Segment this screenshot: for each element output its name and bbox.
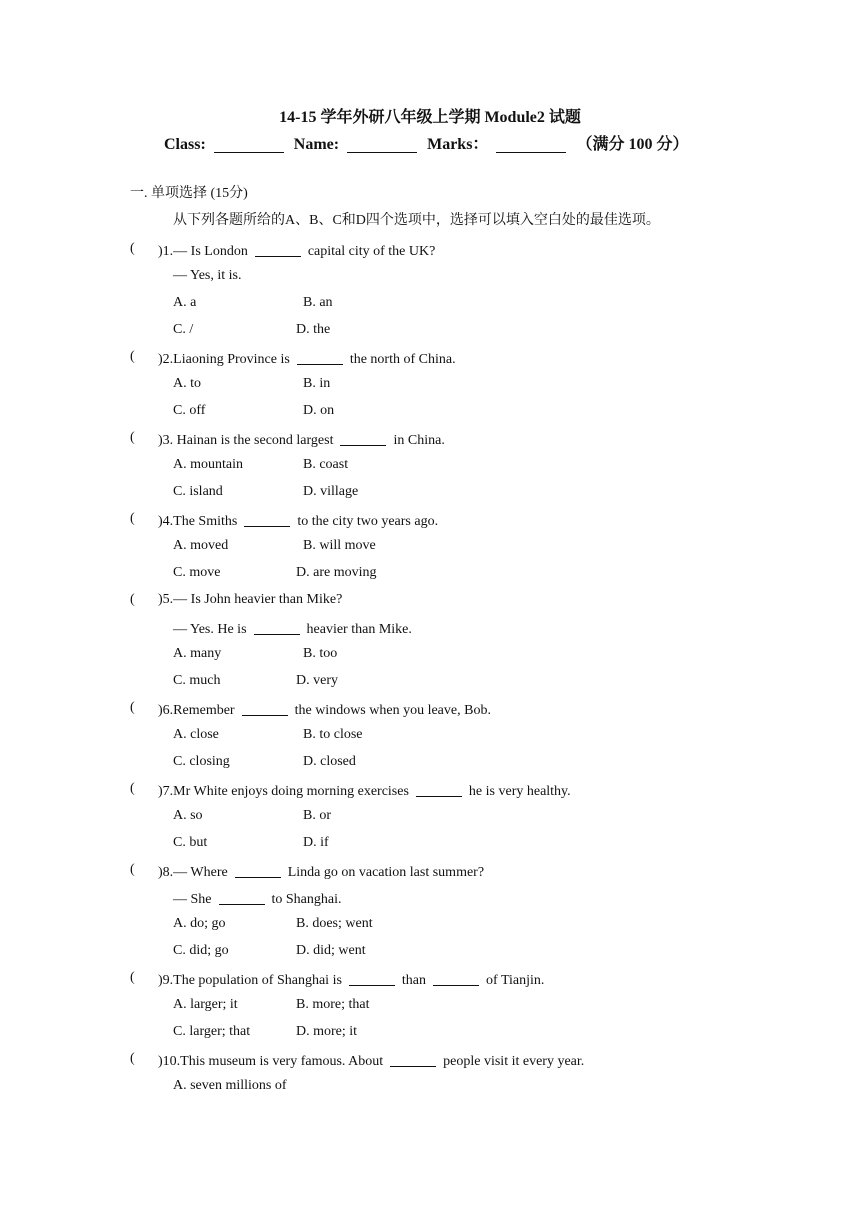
option-c: C. much: [173, 673, 221, 688]
question-text: [158, 701, 491, 718]
option-d: D. village: [303, 484, 359, 499]
question-text: [158, 782, 571, 799]
option-c: C. move: [173, 565, 221, 580]
student-info-line: [164, 137, 688, 153]
answer-blank: [349, 973, 395, 986]
question-stem: )4.The Smiths: [158, 514, 238, 529]
question-10: [130, 1052, 730, 1068]
option-b: B. will move: [303, 538, 376, 553]
dialogue-reply: [173, 620, 412, 637]
option-c: C. did; go: [173, 943, 229, 958]
question-5: [130, 593, 730, 609]
option-d: D. closed: [303, 754, 356, 769]
dialogue-reply: — Yes, it is.: [173, 268, 242, 283]
class-label: Class:: [164, 136, 206, 153]
question-stem-end: the windows when you leave, Bob.: [294, 703, 491, 718]
option-d: D. did; went: [296, 943, 366, 958]
question-text: [158, 971, 544, 988]
option-a: A. close: [173, 727, 219, 742]
option-d: D. on: [303, 403, 335, 418]
answer-blank: [242, 703, 288, 716]
name-blank[interactable]: [347, 138, 417, 153]
score-note: （满分 100 分）: [576, 136, 689, 153]
question-4: [130, 512, 730, 528]
reply-stem-end: heavier than Mike.: [306, 622, 412, 637]
reply-stem-end: to Shanghai.: [271, 892, 342, 907]
answer-paren[interactable]: (: [130, 241, 135, 256]
option-a: A. larger; it: [173, 997, 238, 1012]
question-text: [158, 431, 445, 448]
answer-blank: [219, 892, 265, 905]
page-title: 14-15 学年外研八年级上学期 Module2 试题: [279, 109, 581, 126]
question-2: [130, 350, 730, 366]
question-stem-end: people visit it every year.: [443, 1054, 585, 1069]
question-text: )5.— Is John heavier than Mike?: [158, 592, 343, 607]
option-a: A. seven millions of: [173, 1078, 287, 1093]
question-stem-end: he is very healthy.: [468, 784, 571, 799]
question-stem-end: capital city of the UK?: [307, 244, 436, 259]
question-stem: )2.Liaoning Province is: [158, 352, 290, 367]
question-stem-end: of Tianjin.: [486, 973, 545, 988]
option-a: A. do; go: [173, 916, 226, 931]
option-a: A. mountain: [173, 457, 243, 472]
answer-blank: [433, 973, 479, 986]
question-7: [130, 782, 730, 798]
option-a: A. many: [173, 646, 222, 661]
question-9: [130, 971, 730, 987]
answer-blank: [235, 865, 281, 878]
option-a: A. so: [173, 808, 203, 823]
question-text: [158, 1052, 584, 1069]
option-b: B. an: [303, 295, 333, 310]
reply-stem: — She: [173, 892, 212, 907]
answer-paren[interactable]: (: [130, 862, 135, 877]
question-stem: )7.Mr White enjoys doing morning exercises: [158, 784, 409, 799]
class-blank[interactable]: [214, 138, 284, 153]
question-text: [158, 512, 438, 529]
answer-paren[interactable]: (: [130, 700, 135, 715]
option-b: B. does; went: [296, 916, 373, 931]
answer-paren[interactable]: (: [130, 970, 135, 985]
question-stem-mid: than: [401, 973, 427, 988]
question-6: [130, 701, 730, 717]
question-stem: )9.The population of Shanghai is: [158, 973, 342, 988]
question-text: [158, 242, 435, 259]
answer-paren[interactable]: (: [130, 430, 135, 445]
option-c: C. larger; that: [173, 1024, 251, 1039]
question-text: [158, 350, 456, 367]
marks-label: Marks：: [427, 136, 489, 153]
answer-blank: [297, 352, 343, 365]
question-stem-end: in China.: [393, 433, 445, 448]
section-instruction: 从下列各题所给的A、B、C和D四个选项中，选择可以填入空白处的最佳选项。: [173, 213, 660, 228]
option-b: B. or: [303, 808, 331, 823]
option-d: D. if: [303, 835, 329, 850]
question-text: [158, 863, 484, 880]
answer-paren[interactable]: (: [130, 781, 135, 796]
option-d: D. are moving: [296, 565, 377, 580]
option-c: C. closing: [173, 754, 230, 769]
answer-blank: [416, 784, 462, 797]
option-c: C. but: [173, 835, 208, 850]
option-a: A. to: [173, 376, 201, 391]
answer-paren[interactable]: (: [130, 1051, 135, 1066]
option-b: B. to close: [303, 727, 363, 742]
question-stem-end: Linda go on vacation last summer?: [287, 865, 485, 880]
question-1: [130, 242, 730, 258]
question-stem: )8.— Where: [158, 865, 228, 880]
name-label: Name:: [293, 136, 340, 153]
answer-blank: [254, 622, 300, 635]
reply-stem: — Yes. He is: [173, 622, 247, 637]
answer-blank: [340, 433, 386, 446]
question-3: [130, 431, 730, 447]
option-b: B. in: [303, 376, 331, 391]
answer-blank: [390, 1054, 436, 1067]
question-stem: )6.Remember: [158, 703, 235, 718]
question-8: [130, 863, 730, 879]
question-stem-end: to the city two years ago.: [297, 514, 439, 529]
question-stem: )1.— Is London: [158, 244, 248, 259]
option-a: A. moved: [173, 538, 229, 553]
question-stem: )3. Hainan is the second largest: [158, 433, 334, 448]
answer-blank: [255, 244, 301, 257]
option-b: B. coast: [303, 457, 349, 472]
option-b: B. too: [303, 646, 338, 661]
option-d: D. the: [296, 322, 331, 337]
question-stem: )10.This museum is very famous. About: [158, 1054, 384, 1069]
option-d: D. more; it: [296, 1024, 358, 1039]
section-heading: 一. 单项选择 (15分): [130, 186, 248, 201]
option-a: A. a: [173, 295, 197, 310]
answer-blank: [244, 514, 290, 527]
answer-paren[interactable]: (: [130, 592, 135, 607]
marks-blank[interactable]: [496, 138, 566, 153]
option-b: B. more; that: [296, 997, 370, 1012]
option-c: C. /: [173, 322, 194, 337]
option-d: D. very: [296, 673, 338, 688]
question-stem-end: the north of China.: [349, 352, 456, 367]
option-c: C. island: [173, 484, 223, 499]
option-c: C. off: [173, 403, 206, 418]
answer-paren[interactable]: (: [130, 511, 135, 526]
answer-paren[interactable]: (: [130, 349, 135, 364]
dialogue-reply: [173, 890, 342, 907]
